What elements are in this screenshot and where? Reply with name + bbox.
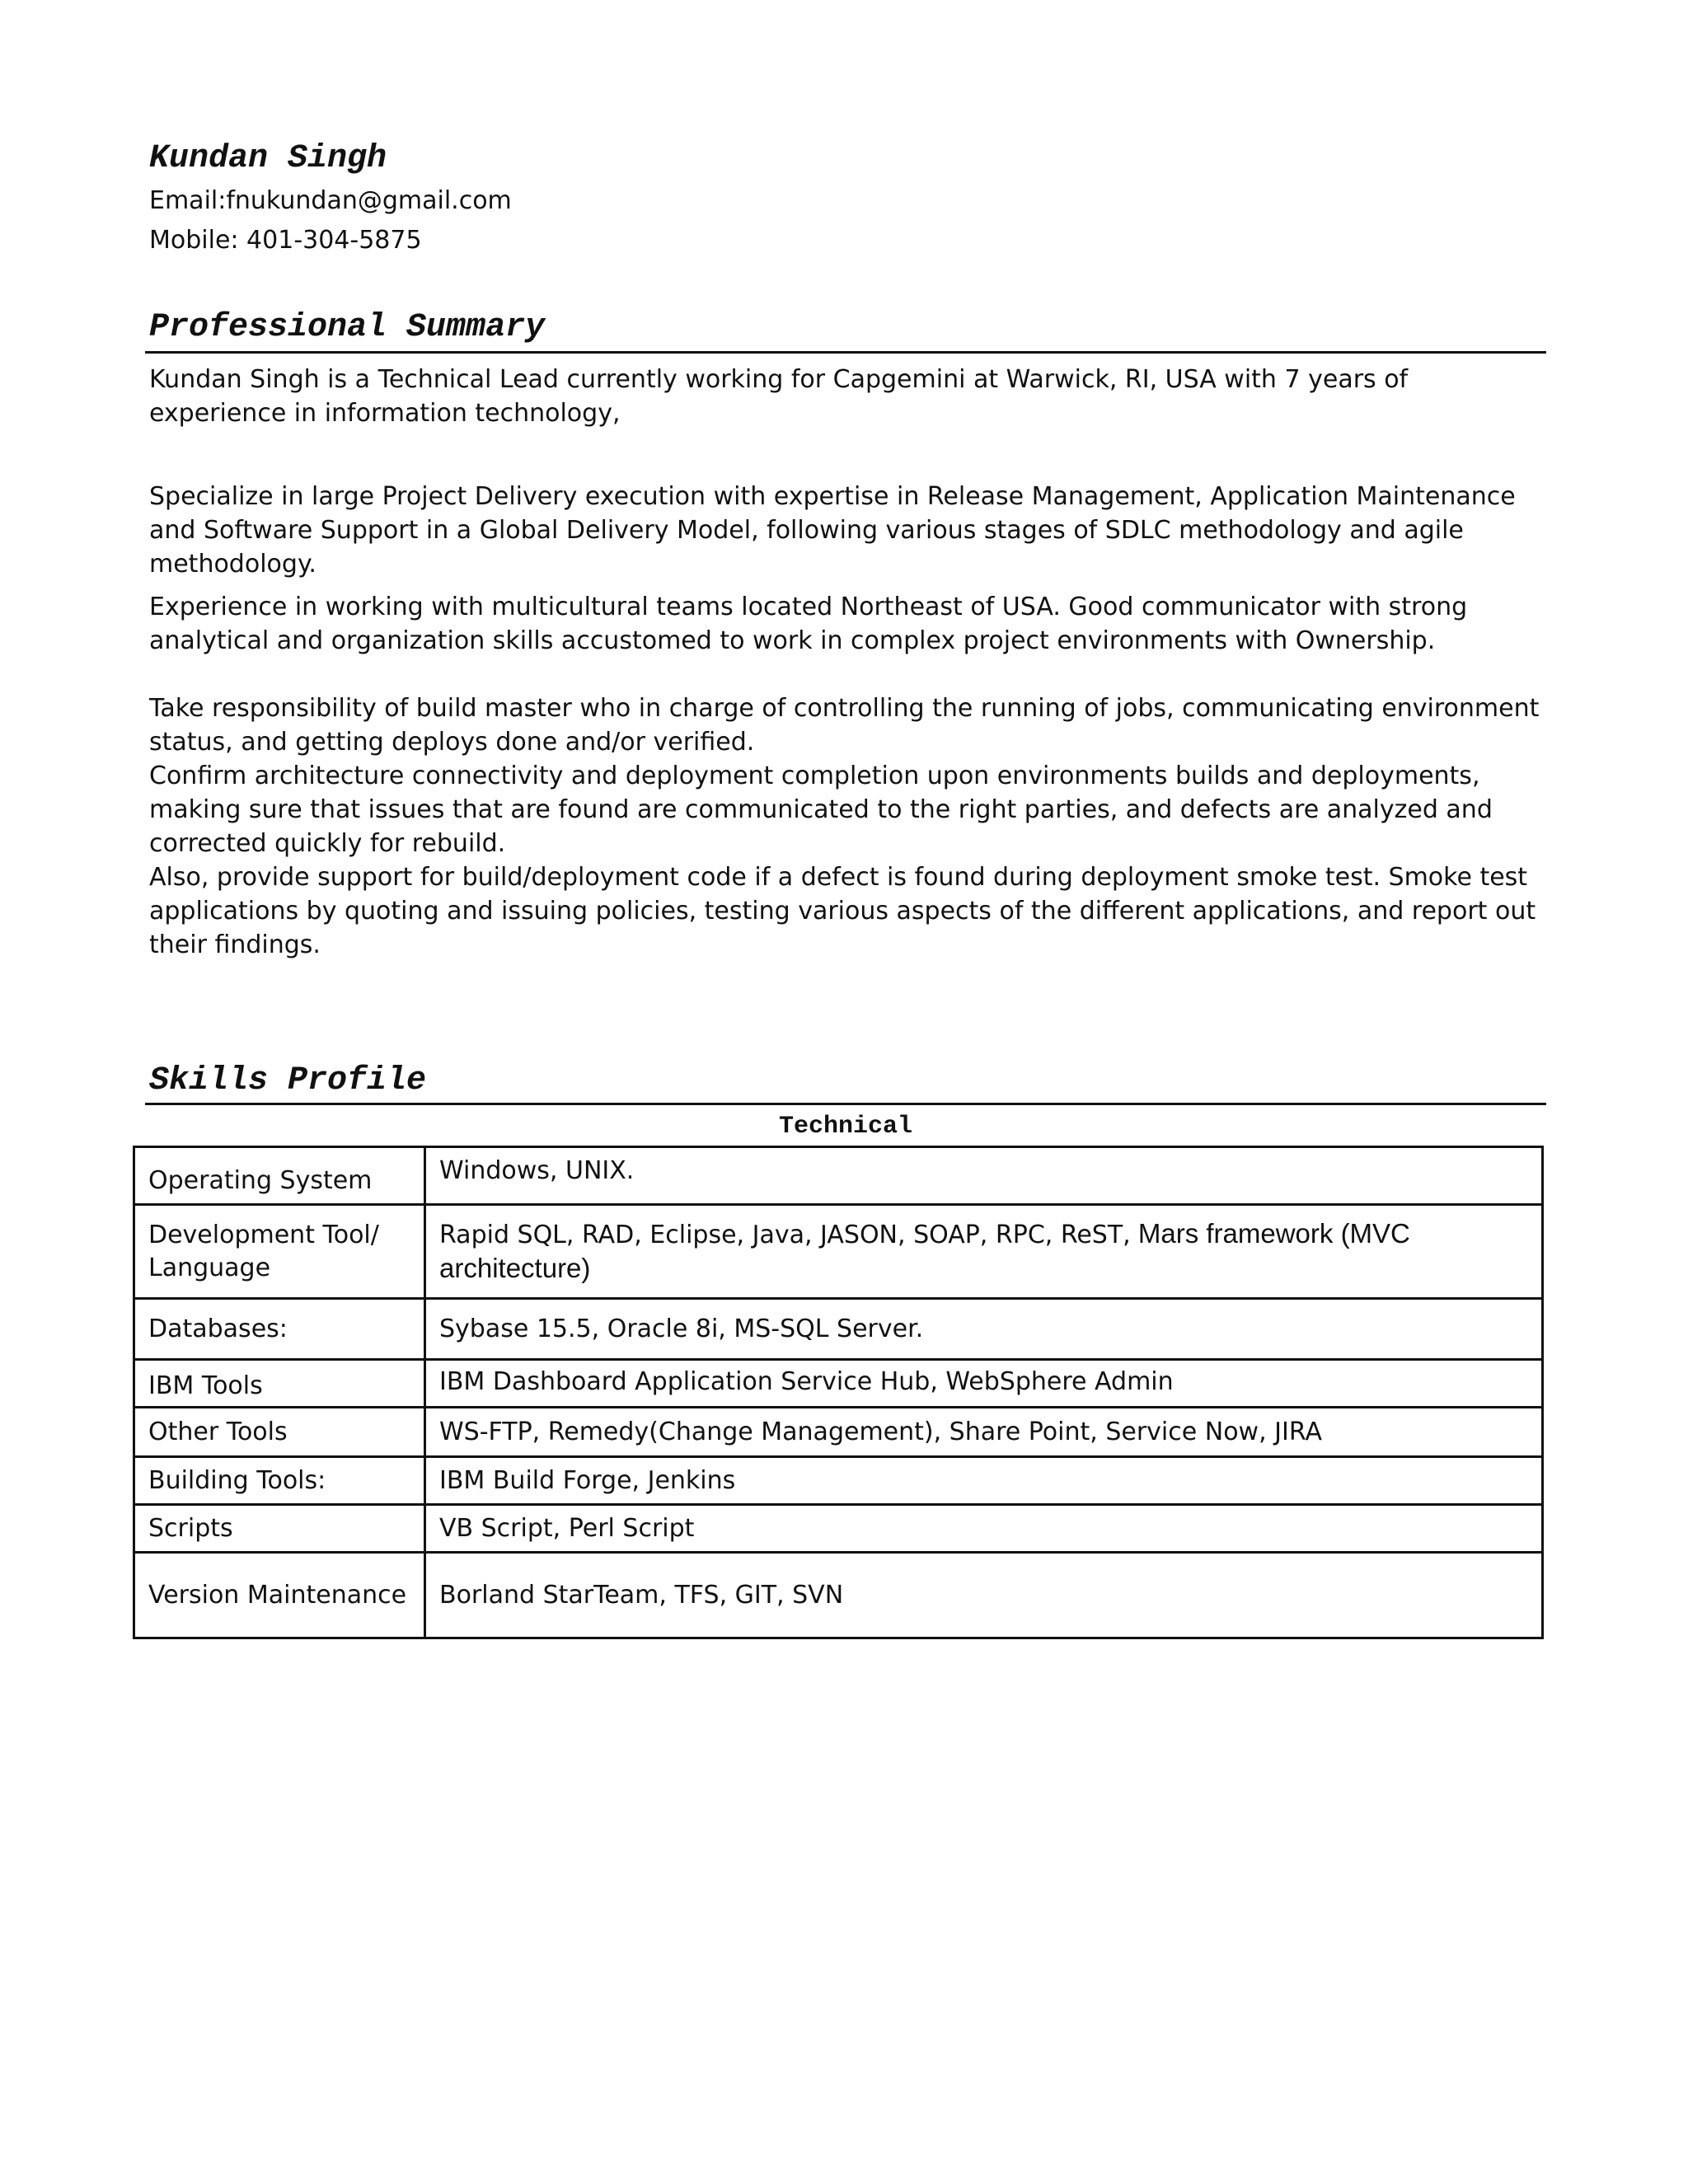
skill-value: Windows, UNIX.	[425, 1147, 1543, 1205]
skills-divider	[145, 1103, 1546, 1105]
summary-paragraph: Confirm architecture connectivity and deployment completion upon environments builds and deployments, making sure that issues that are found are communicated to the right parties, and defects are analyzed and corrected quickly for rebuild.	[149, 762, 1493, 858]
skill-category: Version Maintenance	[134, 1553, 425, 1638]
skill-value: Sybase 15.5, Oracle 8i, MS-SQL Server.	[425, 1299, 1543, 1360]
candidate-name: Kundan Singh	[149, 140, 387, 177]
table-row	[134, 1205, 1543, 1299]
skill-value-cell	[425, 1205, 1543, 1299]
table-row	[134, 1553, 1543, 1638]
skill-category: Development Tool/ Language	[134, 1205, 425, 1299]
summary-paragraph: Specialize in large Project Delivery execution with expertise in Release Management, Application Maintenance and Software Support in a Global Delivery Model, following various stages of SDLC methodology and agile methodology.	[149, 482, 1516, 579]
skills-table	[133, 1146, 1544, 1639]
table-row	[134, 1299, 1543, 1360]
skill-category: Scripts	[134, 1505, 425, 1553]
professional-summary-heading: Professional Summary	[149, 309, 546, 346]
skill-value-extra: Mars framework (MVC architecture)	[439, 1218, 1410, 1283]
summary-paragraph: Kundan Singh is a Technical Lead currently working for Capgemini at Warwick, RI, USA with 7 years of experience in information technology,	[149, 365, 1409, 428]
summary-paragraph: Experience in working with multicultural teams located Northeast of USA. Good communicator with strong analytical and organization skills accustomed to work in complex project environments with Ownership.	[149, 593, 1468, 655]
skills-profile-heading: Skills Profile	[149, 1062, 427, 1099]
skill-value: IBM Dashboard Application Service Hub, WebSphere Admin	[425, 1360, 1543, 1408]
technical-table-caption: Technical	[778, 1113, 913, 1141]
table-row	[134, 1457, 1543, 1505]
skill-value: VB Script, Perl Script	[425, 1505, 1543, 1553]
skill-value: WS-FTP, Remedy(Change Management), Share Point, Service Now, JIRA	[425, 1408, 1543, 1457]
table-row	[134, 1505, 1543, 1553]
mobile-text: Mobile: 401-304-5875	[149, 226, 422, 255]
skill-category: Operating System	[134, 1147, 425, 1205]
skill-category: Databases:	[134, 1299, 425, 1360]
summary-paragraph: Also, provide support for build/deployment code if a defect is found during deployment smoke test. Smoke test applications by quoting and issuing policies, testing various aspects of the different applications, and report out their findings.	[149, 863, 1536, 959]
table-row	[134, 1408, 1543, 1457]
skill-category: Other Tools	[134, 1408, 425, 1457]
table-row	[134, 1147, 1543, 1205]
summary-divider	[145, 351, 1546, 354]
skill-value: IBM Build Forge, Jenkins	[425, 1457, 1543, 1505]
skill-value: Borland StarTeam, TFS, GIT, SVN	[425, 1553, 1543, 1638]
table-row	[134, 1360, 1543, 1408]
email-text: Email:fnukundan@gmail.com	[149, 186, 512, 215]
skill-category: IBM Tools	[134, 1360, 425, 1408]
skill-value: Rapid SQL, RAD, Eclipse, Java, JASON, SOAP, RPC, ReST,	[439, 1221, 1131, 1249]
skill-category: Building Tools:	[134, 1457, 425, 1505]
summary-paragraph: Take responsibility of build master who in charge of controlling the running of jobs, communicating environment status, and getting deploys done and/or verified.	[149, 694, 1540, 757]
